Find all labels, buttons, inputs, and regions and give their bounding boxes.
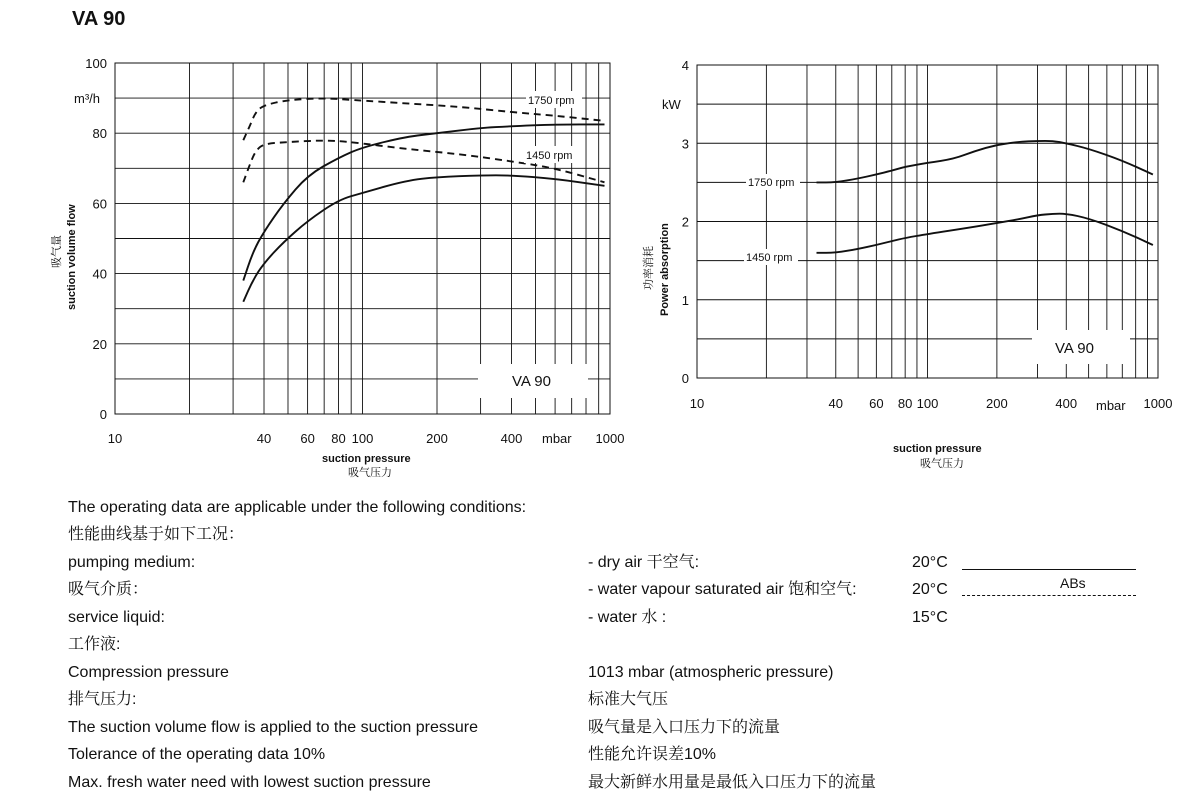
service-liquid-label-cn: 工作液:	[68, 636, 121, 653]
y-tick-label: 1	[681, 292, 689, 308]
dry-air-temp: 20°C	[912, 554, 948, 571]
x-tick-label: 60	[300, 431, 315, 446]
y-tick-labels	[682, 58, 689, 386]
x-tick-label: 40	[256, 431, 272, 446]
y-unit-label: m³/h	[74, 91, 100, 106]
x-tick-label: 80	[331, 431, 346, 446]
compression-pressure-label-cn: 排气压力:	[68, 691, 137, 708]
tolerance-note-cn: 性能允许误差10%	[588, 746, 717, 763]
y-axis-label: suction volume flow	[66, 204, 78, 310]
rpm-label-1750: 1750 rpm	[748, 177, 795, 189]
conditions-intro: The operating data are applicable under the following conditions:	[68, 499, 527, 516]
water-need-note-cn: 最大新鲜水用量是最低入口压力下的流量	[588, 774, 877, 791]
y-axis-label-cn: 功率消耗	[643, 246, 655, 290]
y-tick-label: 20	[92, 336, 107, 352]
x-tick-label: 100	[351, 431, 374, 446]
tolerance-note: Tolerance of the operating data 10%	[68, 746, 326, 763]
y-tick-label: 0	[681, 371, 689, 386]
x-tick-label: 10	[107, 431, 123, 446]
y-tick-label: 80	[92, 126, 107, 142]
y-tick-label: 100	[85, 56, 107, 71]
y-tick-label: 2	[681, 214, 689, 230]
legend-dashed-line	[962, 595, 1136, 596]
compression-pressure-value: 1013 mbar (atmospheric pressure)	[588, 664, 834, 681]
water-label: - water 水 :	[588, 609, 667, 626]
pumping-medium-label-cn: 吸气介质：	[68, 581, 149, 598]
curve-1450-rpm	[817, 214, 1153, 253]
x-axis-label-cn: 吸气压力	[920, 458, 964, 470]
legend-abs-label: ABs	[1060, 575, 1086, 591]
flow-note-cn: 吸气量是入口压力下的流量	[588, 719, 781, 736]
x-axis-label: suction pressure	[893, 443, 982, 455]
x-tick-label: 80	[897, 396, 913, 411]
y-axis-label-cn: 吸气量	[51, 235, 63, 268]
curves	[817, 141, 1153, 253]
x-tick-label: 1000	[1143, 396, 1173, 411]
rpm-label-1450: 1450 rpm	[526, 150, 573, 162]
x-tick-label: 200	[986, 396, 1008, 411]
compression-pressure-value-cn: 标准大气压	[588, 691, 669, 708]
x-tick-label: 100	[916, 396, 939, 411]
water-temp: 15°C	[912, 609, 948, 626]
x-tick-label: 200	[426, 431, 448, 446]
x-tick-label: 400	[500, 431, 523, 446]
dry-air-label: - dry air 干空气:	[588, 554, 700, 571]
rpm-label-1450: 1450 rpm	[746, 252, 793, 264]
y-unit-label: kW	[662, 97, 681, 112]
y-tick-label: 0	[99, 407, 107, 422]
y-axis-label: Power absorption	[659, 223, 671, 316]
y-tick-label: 3	[681, 136, 689, 152]
y-tick-label: 4	[681, 58, 689, 73]
saturated-air-label: - water vapour saturated air 饱和空气:	[588, 581, 857, 598]
saturated-air-temp: 20°C	[912, 581, 948, 598]
x-axis-label-cn: 吸气压力	[348, 467, 392, 479]
service-liquid-label: service liquid:	[68, 609, 165, 626]
legend-solid-line	[962, 569, 1136, 570]
water-need-note: Max. fresh water need with lowest suction pressure	[68, 774, 431, 791]
x-axis-label: suction pressure	[322, 453, 411, 465]
compression-pressure-label: Compression pressure	[68, 664, 229, 681]
conditions-intro-cn: 性能曲线基于如下工况：	[68, 526, 245, 543]
model-label: VA 90	[512, 373, 551, 390]
x-tick-label: 60	[869, 396, 884, 411]
x-tick-label: 1000	[595, 431, 625, 446]
flow-note: The suction volume flow is applied to the suction pressure	[68, 719, 478, 736]
pumping-medium-label: pumping medium:	[68, 554, 196, 571]
curve-1750-rpm	[817, 141, 1153, 183]
y-tick-label: 60	[92, 196, 107, 212]
x-tick-label: 40	[828, 396, 844, 411]
y-tick-label: 40	[92, 266, 107, 282]
x-tick-label: 400	[1055, 396, 1078, 411]
x-tick-label: 10	[689, 396, 705, 411]
x-unit-label: mbar	[542, 431, 572, 446]
x-unit-label: mbar	[1096, 398, 1126, 413]
rpm-label-1750: 1750 rpm	[528, 95, 575, 107]
model-label: VA 90	[1055, 340, 1094, 357]
page-title: VA 90	[72, 8, 126, 30]
